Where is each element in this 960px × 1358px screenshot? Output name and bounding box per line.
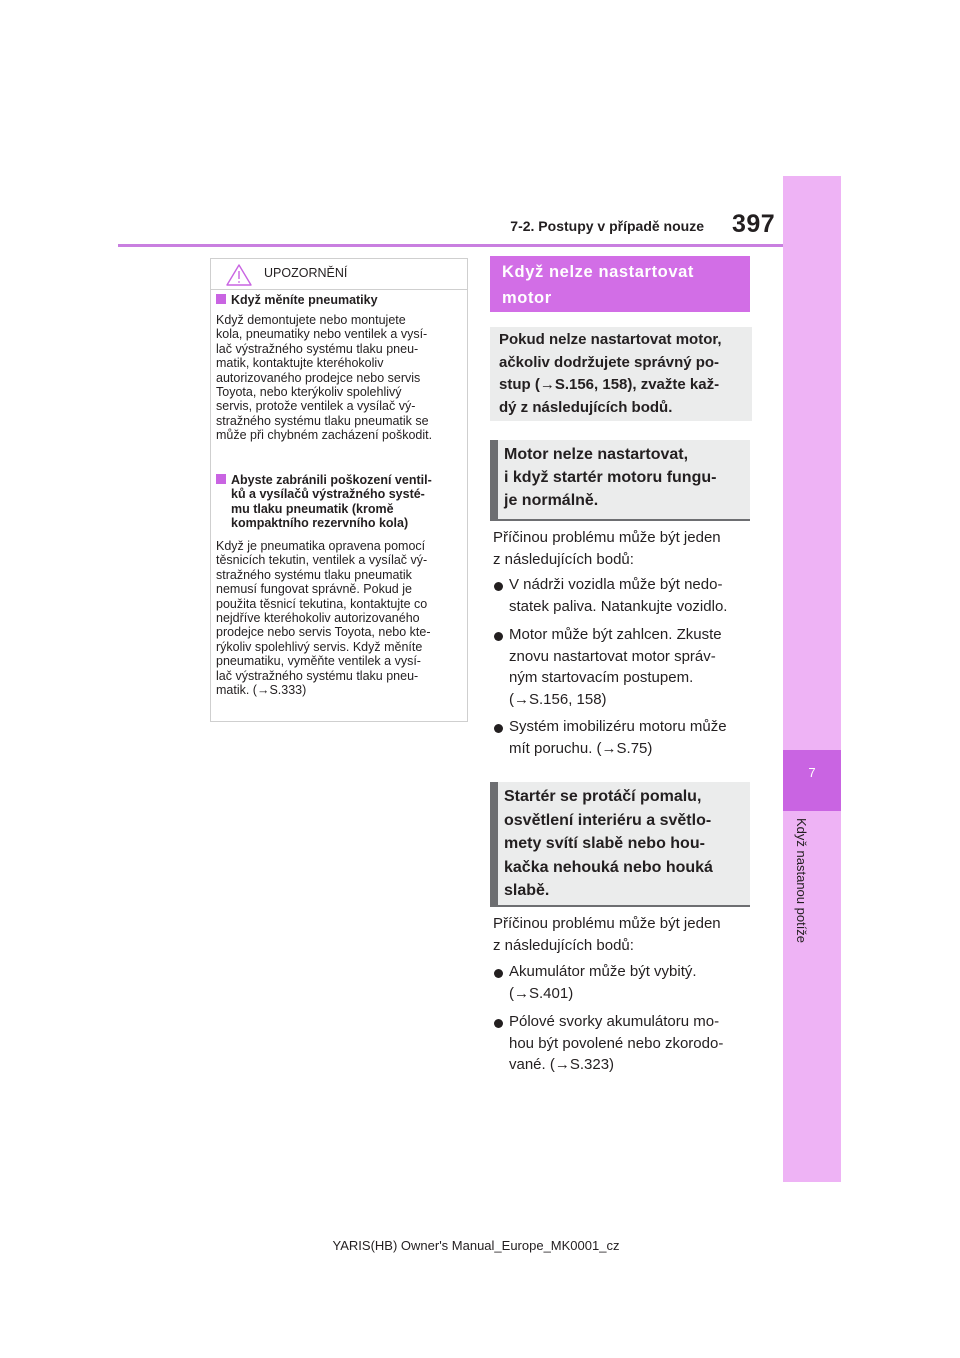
section-banner-title: Když nelze nastartovat motor	[502, 263, 695, 307]
chapter-label: Když nastanou potíže	[794, 818, 809, 944]
warning-title: UPOZORNĚNÍ	[264, 266, 348, 280]
section1-bullet-3: Systém imobilizéru motoru může mít poruchu. (→S.75)	[509, 718, 727, 757]
subheading-1: Motor nelze nastartovat, i když startér motoru fungu- je normálně.	[504, 446, 717, 509]
warning-item-2-heading: Abyste zabránili poškození ventil- ků a vysílačů výstražného systé- mu tlaku pneumatik (kromě kompaktního rezervního kola)	[216, 473, 468, 531]
warning-box	[210, 258, 468, 722]
bullet-dot-icon	[494, 1019, 503, 1028]
square-bullet-icon	[216, 294, 226, 304]
bullet-dot-icon	[494, 969, 503, 978]
page-footer: YARIS(HB) Owner's Manual_Europe_MK0001_cz	[332, 1238, 620, 1253]
intro-text: Pokud nelze nastartovat motor, ačkoliv dodržujete správný po- stup (→S.156, 158), zvažte kaž- dý z následujících bodů.	[499, 331, 722, 416]
bullet-dot-icon	[494, 632, 503, 641]
section2-bullet-1: Akumulátor může být vybitý. (→S.401)	[509, 963, 697, 1002]
header-rule	[118, 244, 784, 247]
warning-item-2-body: Když je pneumatika opravena pomocí těsnicích tekutin, ventilek a vysílač vý- stražného systému tlaku pneumatik nemusí fungovat správně. Pokud je použita těsnicí tekutina, kontaktujte co nejdříve kteréhokoliv autorizovaného prodejce nebo servis Toyota, nebo kte- rýkoliv spolehlivý servis. Když měníte pneumatiku, vyměňte ventilek a vysí- lač výstražného systému tlaku pneu- matik. (→S.333)	[216, 539, 431, 698]
chapter-side-tab	[783, 176, 841, 1182]
page-number: 397	[732, 210, 776, 238]
warning-item-1-heading: Když měníte pneumatiky	[216, 293, 468, 307]
section2-lead: Příčinou problému může být jeden z následujících bodů:	[493, 915, 721, 954]
section-title: 7-2. Postupy v případě nouze	[510, 218, 704, 234]
subheading-rule	[490, 519, 750, 521]
square-bullet-icon	[216, 474, 226, 484]
subheading-rule	[490, 905, 750, 907]
section2-bullet-2: Pólové svorky akumulátoru mo- hou být povolené nebo zkorodo- vané. (→S.323)	[509, 1013, 724, 1073]
section1-bullet-1: V nádrži vozidla může být nedo- statek paliva. Natankujte vozidlo.	[509, 576, 728, 615]
chapter-number: 7	[783, 750, 841, 811]
subheading-accent-bar	[490, 782, 498, 906]
subheading-accent-bar	[490, 440, 498, 520]
warning-item-1-body: Když demontujete nebo montujete kola, pneumatiky nebo ventilek a vysí- lač výstražného systému tlaku pneu- matik, kontaktujte kteréhokoliv autorizovaného prodejce nebo servis Toyota, nebo kterýkoliv spolehlivý servis, protože ventilek a vysílač vý- stražného systému tlaku pneumatik se může při chybném zacházení poškodit.	[216, 313, 433, 443]
bullet-dot-icon	[494, 582, 503, 591]
warning-header	[211, 259, 467, 290]
section1-lead: Příčinou problému může být jeden z následujících bodů:	[493, 529, 721, 568]
bullet-dot-icon	[494, 724, 503, 733]
subheading-2: Startér se protáčí pomalu, osvětlení interiéru a světlo- mety svítí slabě nebo hou- kačka nehouká nebo houká slabě.	[504, 788, 713, 899]
warning-triangle-icon	[226, 264, 252, 286]
section1-bullet-2: Motor může být zahlcen. Zkuste znovu nastartovat motor správ- ným startovacím postupem. (→S.156, 158)	[509, 626, 722, 708]
